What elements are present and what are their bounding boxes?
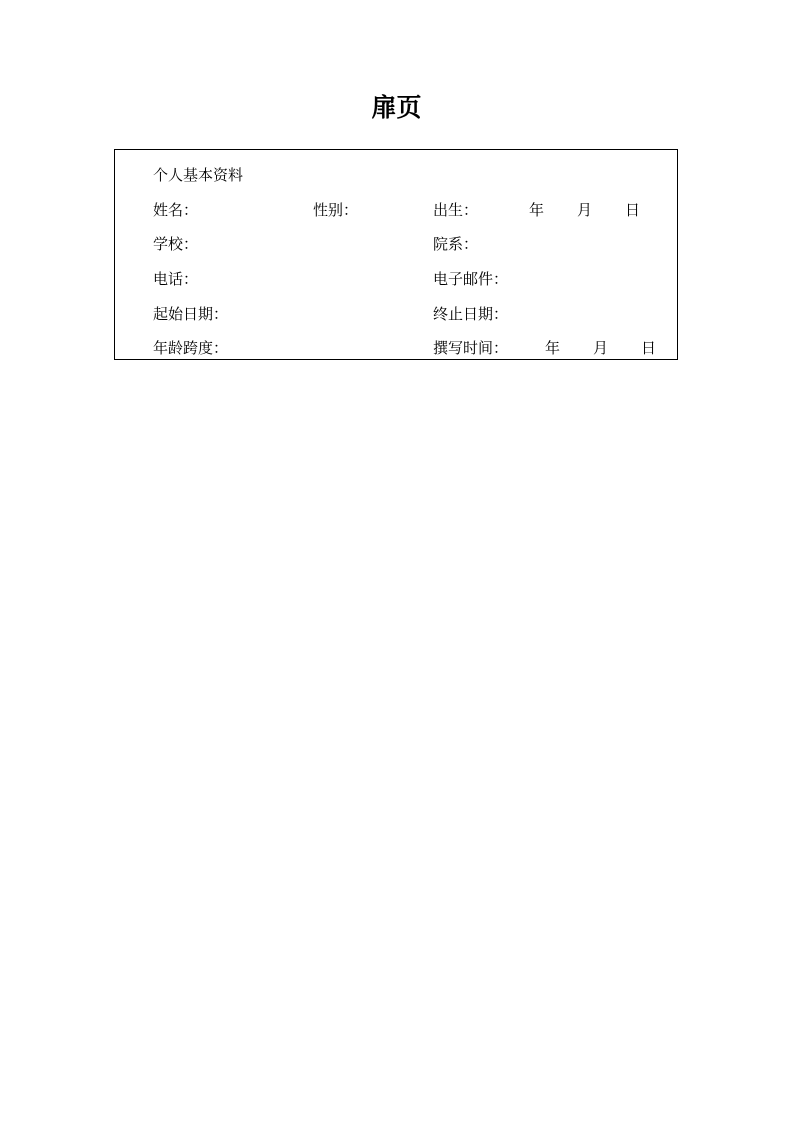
birth-day-label: 日 — [625, 201, 641, 219]
name-label: 姓名： — [153, 201, 199, 219]
department-label: 院系： — [433, 235, 479, 253]
phone-label: 电话： — [153, 270, 199, 288]
birth-year-label: 年 — [529, 201, 545, 219]
end-date-label: 终止日期： — [433, 305, 509, 323]
age-span-label: 年龄跨度： — [153, 339, 229, 357]
personal-info-box — [114, 149, 678, 360]
birth-month-label: 月 — [577, 201, 593, 219]
write-year-label: 年 — [545, 339, 561, 357]
write-day-label: 日 — [641, 339, 657, 357]
start-date-label: 起始日期： — [153, 305, 229, 323]
write-month-label: 月 — [593, 339, 609, 357]
write-time-label: 撰写时间： — [433, 339, 509, 357]
gender-label: 性别： — [313, 201, 359, 219]
school-label: 学校： — [153, 235, 199, 253]
page-title: 扉页 — [371, 93, 422, 122]
email-label: 电子邮件： — [433, 270, 509, 288]
section-heading: 个人基本资料 — [153, 166, 244, 184]
birth-label: 出生： — [433, 201, 479, 219]
